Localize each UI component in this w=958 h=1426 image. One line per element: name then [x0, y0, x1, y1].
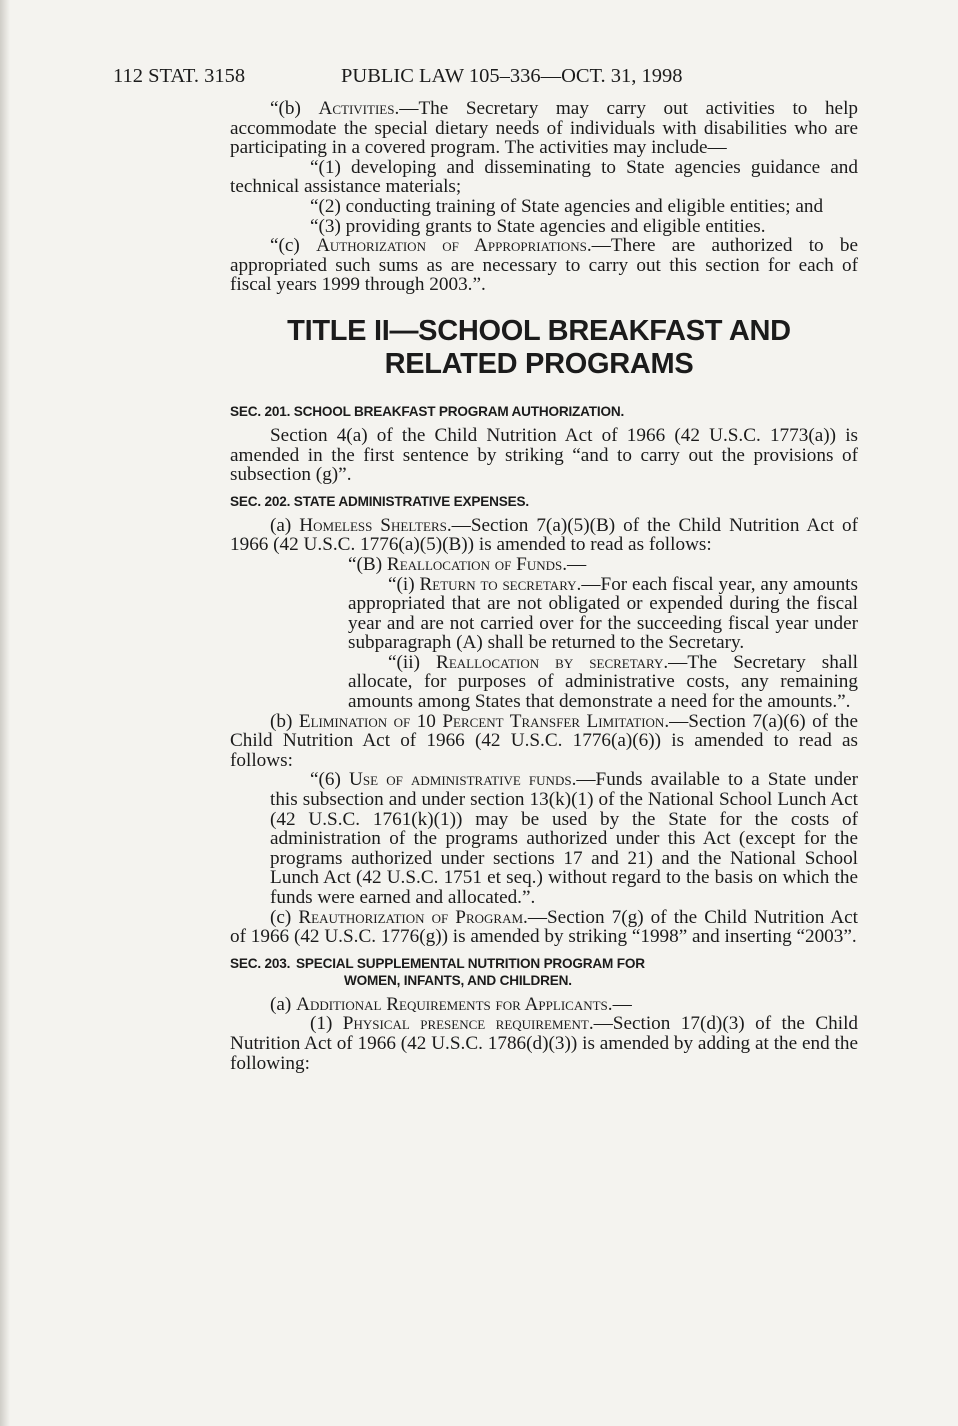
- subsection-heading: Elimination of 10 Percent Transfer Limitation: [298, 710, 665, 732]
- subsection-heading: Reallocation by secretary: [436, 651, 664, 673]
- subsection-heading: Use of administrative funds: [349, 769, 572, 791]
- paragraph-6: “(6) Use of administrative funds.—Funds available to a State under this subsection and under section 13(k)(1) of the National School Lunch Act (42 U.S.C. 1761(k)(1)) may be used by the State for the costs of administration of the programs authorized under this Act (except for the programs authorized under sections 17 and 21) and the National School Lunch Act (42 U.S.C. 1751 et seq.) without regard to the basis on which the funds were earned and allocated.”.: [270, 769, 858, 908]
- clause-i: “(i) Return to secretary.—For each fiscal year, any amounts appropriated that are not obligated or expended during the fiscal year and are not carried over for the succeeding fiscal year under subparagraph (A) shall be returned to the Secretary.: [348, 573, 858, 654]
- subsection-heading: Return to secretary: [419, 573, 577, 595]
- paragraph-2: “(2) conducting training of State agencies and eligible entities; and: [310, 195, 824, 217]
- section-202-c: (c) Reauthorization of Program.—Section 7(g) of the Child Nutrition Act of 1966 (42 U.S.C. 1776(g)) is amended by striking “1998” and inserting “2003”.: [230, 906, 858, 948]
- section-202-heading: SEC. 202. STATE ADMINISTRATIVE EXPENSES.: [230, 493, 529, 509]
- section-203-heading: SEC. 203. SPECIAL SUPPLEMENTAL NUTRITION PROGRAM FOR WOMEN, INFANTS, AND CHILDREN.: [230, 955, 645, 988]
- title-heading: TITLE II—SCHOOL BREAKFAST AND RELATED PROGRAMS: [287, 314, 791, 380]
- subsection-heading: Authorization of Appropriations: [316, 235, 587, 257]
- section-201-text: Section 4(a) of the Child Nutrition Act of 1966 (42 U.S.C. 1773(a)) is amended in the first sentence by striking “and to carry out the provisions of subsection (g)”.: [230, 424, 858, 486]
- section-203-a: (a) Additional Requirements for Applicants.—: [270, 993, 632, 1015]
- subparagraph-b: “(B) Reallocation of Funds.—: [348, 553, 587, 575]
- stat-citation: 112 STAT. 3158: [113, 65, 246, 87]
- quoted-paragraph-6: [270, 770, 858, 907]
- paragraph-1: “(1) developing and disseminating to State agencies guidance and technical assistance materials;: [230, 156, 858, 198]
- quoted-subparagraph-b: [348, 555, 858, 712]
- section-203-a-1: (1) Physical presence requirement.—Section 17(d)(3) of the Child Nutrition Act of 1966 (42 U.S.C. 1786(d)(3)) is amended by adding at the end the following:: [230, 1013, 859, 1074]
- section-202-a: (a) Homeless Shelters.—Section 7(a)(5)(B) of the Child Nutrition Act of 1966 (42 U.S.C. 1776(a)(5)(B)) is amended to read as follows:: [230, 514, 858, 556]
- subsection-heading: Additional Requirements for Applicants: [296, 993, 608, 1015]
- section-202-b: (b) Elimination of 10 Percent Transfer Limitation.—Section 7(a)(6) of the Child Nutrition Act of 1966 (42 U.S.C. 1776(a)(6)) is amended to read as follows:: [230, 710, 858, 771]
- paragraph-3: “(3) providing grants to State agencies and eligible entities.: [310, 215, 766, 237]
- clause-ii: “(ii) Reallocation by secretary.—The Secretary shall allocate, for purposes of administrative costs, any remaining amounts among States that demonstrate a need for the amounts.”.: [348, 651, 858, 713]
- subsection-heading: Activities: [318, 98, 395, 119]
- page-body: [230, 99, 858, 1073]
- page-edge-shadow: [0, 0, 10, 1426]
- subsection-heading: Physical presence requirement: [342, 1013, 589, 1035]
- running-head: PUBLIC LAW 105–336—OCT. 31, 1998: [341, 65, 683, 87]
- subsection-heading: Reallocation of Funds: [386, 553, 563, 575]
- subsection-heading: Reauthorization of Program: [298, 906, 524, 928]
- subsection-heading: Homeless Shelters: [299, 514, 447, 536]
- subsection-c-authorization: “(c) Authorization of Appropriations.—There are authorized to be appropriated such sums as are necessary to carry out this section for each of fiscal years 1999 through 2003.”.: [230, 235, 858, 296]
- section-201-heading: SEC. 201. SCHOOL BREAKFAST PROGRAM AUTHORIZATION.: [230, 403, 625, 419]
- subsection-b-activities: “(b) Activities.—The Secretary may carry out activities to help accommodate the special dietary needs of individuals with disabilities who are participating in a covered program. The activities may include—: [230, 98, 858, 159]
